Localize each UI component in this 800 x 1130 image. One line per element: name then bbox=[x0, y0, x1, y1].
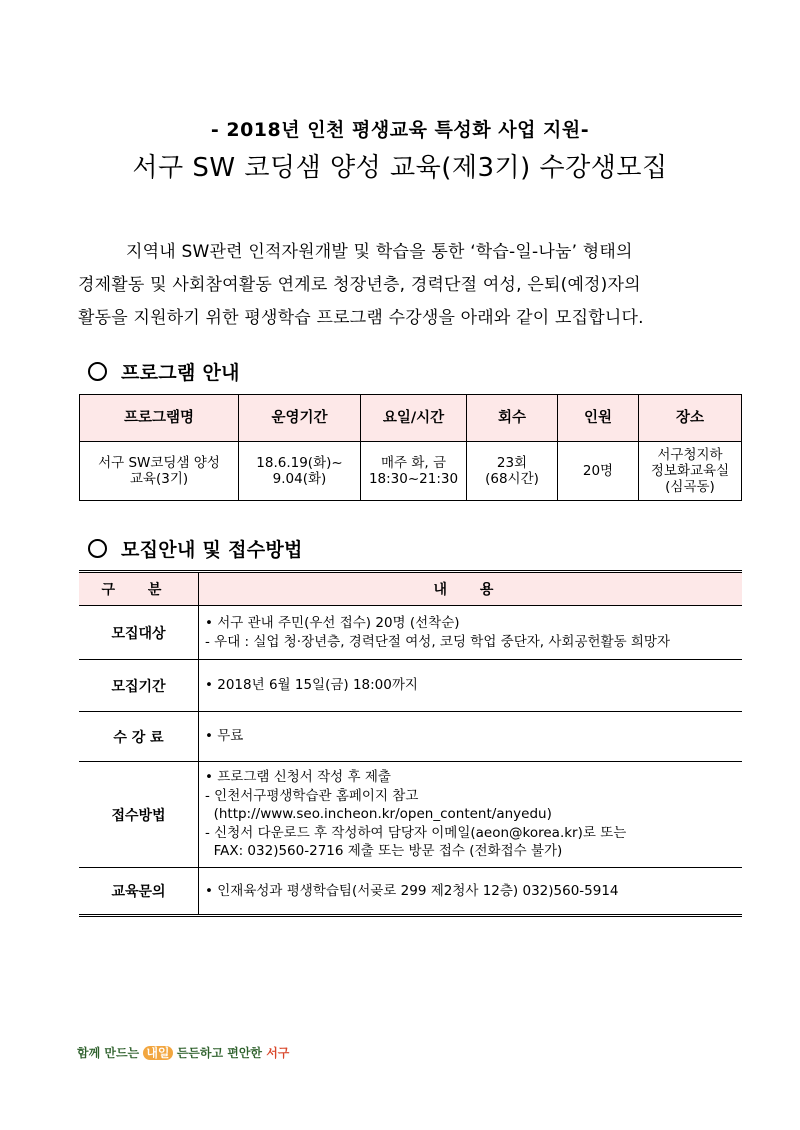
row-label: 접수방법 bbox=[79, 762, 199, 868]
circle-bullet-icon bbox=[88, 362, 107, 381]
intro-paragraph bbox=[78, 236, 738, 335]
row-content bbox=[199, 606, 743, 660]
program-table bbox=[79, 394, 742, 501]
intro-line: 활동을 지원하기 위한 평생학습 프로그램 수강생을 아래와 같이 모집합니다. bbox=[78, 308, 644, 328]
content-line: - 우대 : 실업 청·장년층, 경력단절 여성, 코딩 학업 중단자, 사회공헌활동 희망자 bbox=[205, 633, 671, 650]
table-header-row bbox=[79, 572, 742, 606]
content-line: • 무료 bbox=[205, 728, 244, 745]
cell-line: 교육(3기) bbox=[129, 471, 189, 487]
header-cell: 요일/시간 bbox=[361, 395, 467, 442]
cell-line: (심곡동) bbox=[665, 479, 715, 495]
content-line: • 서구 관내 주민(우선 접수) 20명 (선착순) bbox=[205, 615, 460, 631]
row-label: 교육문의 bbox=[79, 868, 199, 916]
section-heading-text: 프로그램 안내 bbox=[121, 362, 240, 384]
table-row bbox=[79, 712, 742, 762]
header-cell: 인원 bbox=[558, 395, 639, 442]
cell-line: 18.6.19(화)~ bbox=[256, 455, 343, 471]
header-cell: 장소 bbox=[639, 395, 742, 442]
row-label: 수 강 료 bbox=[79, 712, 199, 762]
cell-line: 18:30~21:30 bbox=[368, 471, 459, 487]
section-heading-text: 모집안내 및 접수방법 bbox=[121, 539, 303, 561]
sessions-cell bbox=[467, 442, 558, 501]
header-cell: 운영기간 bbox=[239, 395, 361, 442]
doc-subtitle: - 2018년 인천 평생교육 특성화 사업 지원- bbox=[210, 119, 590, 141]
content-line: FAX: 032)560-2716 제출 또는 방문 접수 (전화접수 불가) bbox=[205, 843, 563, 860]
section-heading-recruit bbox=[88, 535, 303, 562]
header-cell: 회수 bbox=[467, 395, 558, 442]
slogan-part: 든든하고 편안한 bbox=[176, 1046, 263, 1060]
slogan-district: 서구 bbox=[266, 1046, 290, 1060]
cell-line: 서구청지하 bbox=[657, 447, 723, 463]
header-cell: 프로그램명 bbox=[80, 395, 239, 442]
program-name-cell bbox=[80, 442, 239, 501]
content-line: • 프로그램 신청서 작성 후 제출 bbox=[205, 769, 391, 786]
content-line: • 인재육성과 평생학습팀(서곶로 299 제2청사 12층) 032)560-5914 bbox=[205, 882, 619, 899]
doc-title: 서구 SW 코딩샘 양성 교육(제3기) 수강생모집 bbox=[132, 153, 668, 183]
table-row bbox=[79, 660, 742, 712]
content-line: - 신청서 다운로드 후 작성하여 담당자 이메일(aeon@korea.kr)로 또는 bbox=[205, 824, 627, 841]
cell-line: 서구 SW코딩샘 양성 bbox=[98, 455, 220, 471]
header-cell: 내 용 bbox=[199, 572, 743, 606]
row-content bbox=[199, 660, 743, 712]
content-line: (http://www.seo.incheon.kr/open_content/anyedu) bbox=[205, 806, 552, 823]
row-content bbox=[199, 762, 743, 868]
row-content bbox=[199, 712, 743, 762]
table-row bbox=[80, 442, 742, 501]
content-line: • 2018년 6월 15일(금) 18:00까지 bbox=[205, 677, 418, 694]
table-row bbox=[79, 762, 742, 868]
slogan-highlight: 내일 bbox=[143, 1046, 172, 1060]
row-label: 모집기간 bbox=[79, 660, 199, 712]
content-line: - 인천서구평생학습관 홈페이지 참고 bbox=[205, 787, 419, 804]
header-cell: 구 분 bbox=[79, 572, 199, 606]
recruit-table bbox=[79, 570, 742, 917]
people-cell: 20명 bbox=[558, 442, 639, 501]
seogu-slogan-logo bbox=[77, 1044, 289, 1061]
cell-line: (68시간) bbox=[485, 471, 539, 487]
table-row bbox=[79, 606, 742, 660]
cell-line: 23회 bbox=[496, 455, 528, 471]
place-cell bbox=[639, 442, 742, 501]
row-content bbox=[199, 868, 743, 916]
intro-line: 경제활동 및 사회참여활동 연계로 청장년층, 경력단절 여성, 은퇴(예정)자의 bbox=[78, 275, 641, 295]
section-heading-program bbox=[88, 358, 240, 385]
intro-line: 지역내 SW관련 인적자원개발 및 학습을 통한 ‘학습-일-나눔’ 형태의 bbox=[126, 242, 633, 262]
row-label: 모집대상 bbox=[79, 606, 199, 660]
cell-line: 9.04(화) bbox=[272, 471, 327, 487]
table-row bbox=[79, 868, 742, 916]
table-header-row bbox=[80, 395, 742, 442]
period-cell bbox=[239, 442, 361, 501]
schedule-cell bbox=[361, 442, 467, 501]
circle-bullet-icon bbox=[88, 539, 107, 558]
cell-line: 정보화교육실 bbox=[650, 463, 730, 479]
cell-line: 매주 화, 금 bbox=[380, 455, 447, 471]
slogan-part: 함께 만드는 bbox=[77, 1046, 140, 1060]
